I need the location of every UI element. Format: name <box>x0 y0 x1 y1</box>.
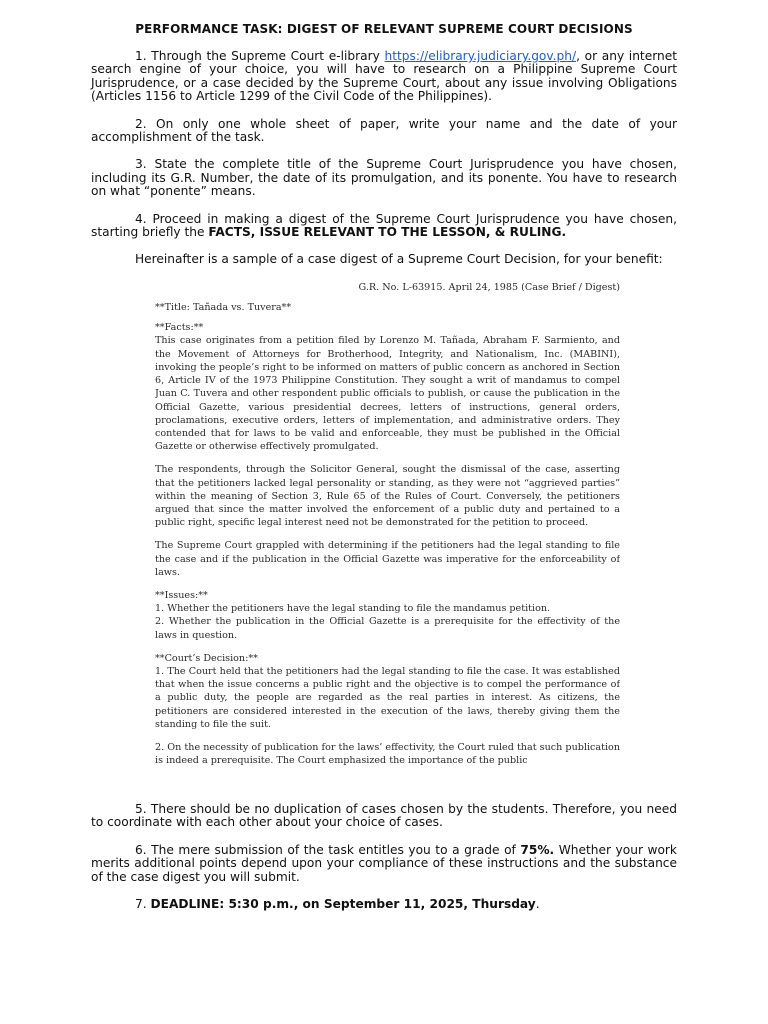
facts-paragraph-2: The respondents, through the Solicitor General, sought the dismissal of the case, asserting that the petitioners lacked legal personality or standing, as they were not “aggrieved parties” within the meaning of Section 3, Rule 65 of the Rules of Court. Conversely, the petitioners argued that since the matter involved the enforcement of a public duty and pertained to a public right, specific legal interest need not be demonstrated for the petition to proceed. <box>155 464 620 529</box>
deadline: DEADLINE: 5:30 p.m., on September 11, 2025, Thursday <box>150 896 536 911</box>
instruction-7 <box>91 898 677 911</box>
instruction-1-text-cont: , or any internet search engine of your choice, you will have to research on a Philippine Supreme Court Jurisprudence, or a case decided by the Supreme Court, about any issue involving Obligations (Articles 1156 to Article 1299 of the Civil Code of the Philippines). <box>91 49 677 104</box>
instruction-2: 2. On only one whole sheet of paper, write your name and the date of your accomplishment of the task. <box>91 116 677 145</box>
issue-2: 2. Whether the publication in the Official Gazette is a prerequisite for the effectivity of the laws in question. <box>155 616 620 641</box>
remaining-instructions <box>91 803 677 911</box>
instruction-6 <box>91 844 677 884</box>
issues-heading: **Issues:** <box>155 589 208 601</box>
instruction-4-emphasis: FACTS, ISSUE RELEVANT TO THE LESSON, & RULING. <box>208 225 567 240</box>
instruction-7-number: 7. <box>135 896 151 911</box>
sample-intro: Hereinafter is a sample of a case digest of a Supreme Court Decision, for your benefit: <box>135 252 663 267</box>
case-reference: G.R. No. L-63915. April 24, 1985 (Case Brief / Digest) <box>358 281 620 293</box>
instruction-6-text: 6. The mere submission of the task entitles you to a grade of <box>135 842 521 857</box>
instruction-1-text: 1. Through the Supreme Court e-library <box>135 49 385 63</box>
elibrary-link[interactable]: https://elibrary.judiciary.gov.ph/ <box>384 49 577 63</box>
decision-paragraph-2: 2. On the necessity of publication for the laws’ effectivity, the Court ruled that such publication is indeed a prerequisite. The Court emphasized the importance of the public <box>155 741 620 767</box>
instruction-1 <box>91 50 677 104</box>
instruction-3: 3. State the complete title of the Supreme Court Jurisprudence you have chosen, including its G.R. Number, the date of its promulgation, and its ponente. You have to research on what “ponente” means. <box>91 157 677 199</box>
facts-paragraph-1: This case originates from a petition filed by Lorenzo M. Tañada, Abraham F. Sarmiento, and the Movement of Attorneys for Brotherhood, Integrity, and Nationalism, Inc. (MABINI), invoking the people’s right to be informed on matters of public concern as anchored in Section 6, Article IV of the 1973 Philippine Constitution. They sought a writ of mandamus to compel Juan C. Tuvera and other respondent public officials to publish, or cause the publication in the Official Gazette, various presidential decrees, letters of instructions, general orders, proclamations, executive orders, letters of implementation, and administrative orders. They contended that for laws to be valid and enforceable, they must be published in the Official Gazette or otherwise effectively promulgated. <box>155 335 620 453</box>
instruction-5: 5. There should be no duplication of cases chosen by the students. Therefore, you need to coordinate with each other about your choice of cases. <box>91 801 677 830</box>
decision-paragraph-1: 1. The Court held that the petitioners had the legal standing to file the case. It was established that when the issue concerns a public right and the objective is to compel the performance of a public duty, the people are regarded as the real parties in interest. As citizens, the petitioners are considered interested in the execution of the laws, thereby giving them the standing to file the suit. <box>155 665 620 730</box>
grade-value: 75%. <box>520 842 555 857</box>
sample-case-digest <box>155 281 620 786</box>
facts-heading: **Facts:** <box>155 322 204 334</box>
instruction-7-end: . <box>535 896 540 911</box>
document-title: PERFORMANCE TASK: DIGEST OF RELEVANT SUPREME COURT DECISIONS <box>135 22 633 36</box>
instruction-4-text: 4. Proceed in making a digest of the Supreme Court Jurisprudence you have chosen, starting briefly the <box>91 211 677 240</box>
instruction-6-text-cont: Whether your work merits additional points depend upon your compliance of these instructions and the substance of the case digest you will submit. <box>91 842 677 884</box>
case-title: **Title: Tañada vs. Tuvera** <box>155 302 292 314</box>
decision-heading: **Court’s Decision:** <box>155 652 258 664</box>
facts-paragraph-3: The Supreme Court grappled with determining if the petitioners had the legal standing to file the case and if the publication in the Official Gazette was imperative for the enforceability of laws. <box>155 540 620 578</box>
instruction-4 <box>91 213 677 240</box>
issue-1: 1. Whether the petitioners have the legal standing to file the mandamus petition. <box>155 603 551 615</box>
